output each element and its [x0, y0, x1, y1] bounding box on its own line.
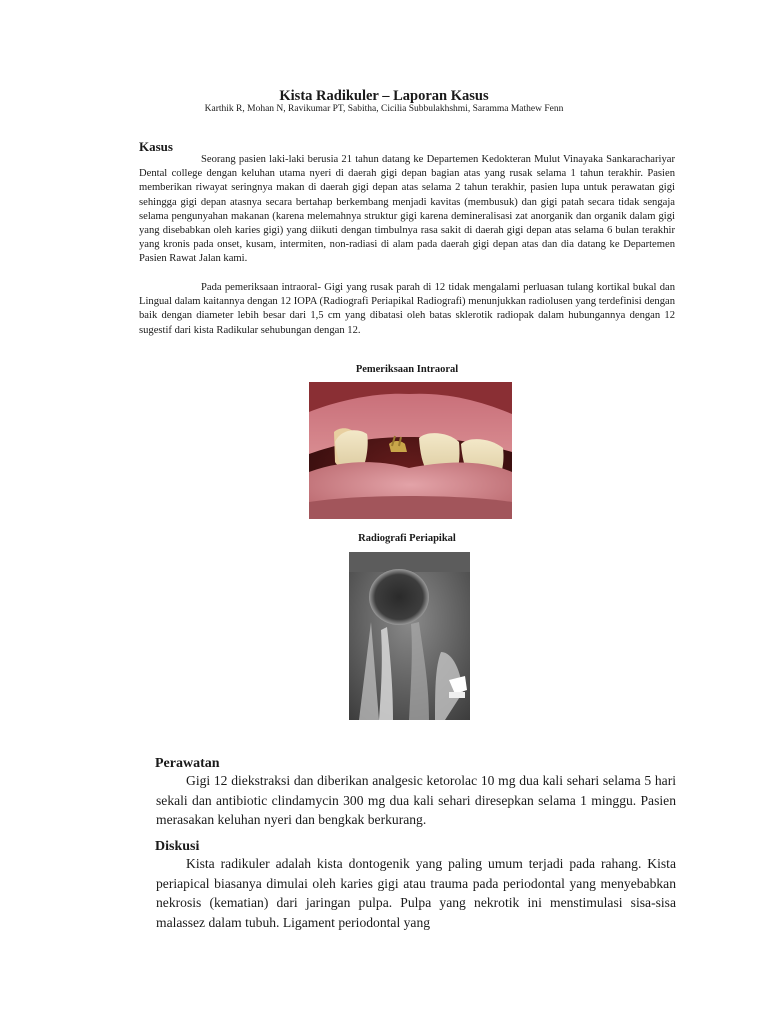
section-heading-perawatan: Perawatan: [155, 756, 220, 771]
periapical-radiograph: [349, 552, 470, 720]
diskusi-paragraph: [156, 854, 676, 932]
perawatan-paragraph: [156, 771, 676, 830]
kasus-paragraph-1-text: Seorang pasien laki-laki berusia 21 tahun datang ke Departemen Kedokteran Mulut Vinayaka Sankarachariyar Dental college dengan keluhan utama nyeri di daerah gigi depan bagian atas yang rusak selama 1 tahun terakhir. Pasien memberikan riwayat seringnya makan di daerah gigi depan atas selama 2 tahun terakhir, pasien lupa untuk perawatan gigi sehingga gigi depan atasnya secara bertahap berkembang menjadi kavitas (membusuk) dan gigi patah secara tidak sengaja selama pengunyahan makanan (karena melemahnya struktur gigi karena demineralisasi zat anorganik dan organik dalam gigi yang disebabkan oleh karies gigi) yang diikuti dengan timbulnya rasa sakit di daerah gigi depan atas selama 6 bulan terakhir yang kronis pada onset, kusam, intermiten, non-radiasi di alam pada daerah gigi depan atas dan dia datang ke Departemen Pasien Rawat Jalan kami.: [139, 154, 675, 265]
diskusi-text: Kista radikuler adalah kista dontogenik yang paling umum terjadi pada rahang. Kista periapical biasanya dimulai oleh karies gigi atau trauma pada periodontal yang menyebabkan nekrosis (kematian) dari jaringan pulpa. Pulpa yang nekrotik ini menstimulasi sisa-sisa malassez dalam tubuh. Ligament periodontal yang: [156, 856, 676, 930]
kasus-paragraph-1: [139, 153, 675, 267]
figure-caption-intraoral: Pemeriksaan Intraoral: [355, 364, 459, 375]
perawatan-text: Gigi 12 diekstraksi dan diberikan analgesic ketorolac 10 mg dua kali sehari selama 5 hari sekali dan antibiotic clindamycin 300 mg dua kali sehari diresepkan selama 1 minggu. Pasien merasakan keluhan nyeri dan bengkak berkurang.: [156, 773, 676, 827]
paper-title: Kista Radikuler – Laporan Kasus: [279, 88, 489, 104]
figure-caption-radiograph: Radiografi Periapikal: [358, 533, 456, 544]
kasus-paragraph-2: [139, 281, 675, 338]
kasus-paragraph-2-text: Pada pemeriksaan intraoral- Gigi yang rusak parah di 12 tidak mengalami perluasan tulang kortikal bukal dan Lingual dalam kaitannya dengan 12 IOPA (Radiografi Periapikal Radiografi) menunjukkan radiolusen yang terdefinisi dengan baik dengan diameter lebih besar dari 1,5 cm yang dibatasi oleh batas sklerotik radiopak dalam hubungannya dengan 12 sugestif dari kista Radikular sehubungan dengan 12.: [139, 282, 675, 336]
section-heading-diskusi: Diskusi: [155, 839, 200, 854]
section-heading-kasus: Kasus: [139, 139, 173, 154]
intraoral-photo: [309, 382, 512, 519]
author-list: Karthik R, Mohan N, Ravikumar PT, Sabitha, Cicilia Subbulakhshmi, Saramma Mathew Fenn: [204, 104, 564, 114]
